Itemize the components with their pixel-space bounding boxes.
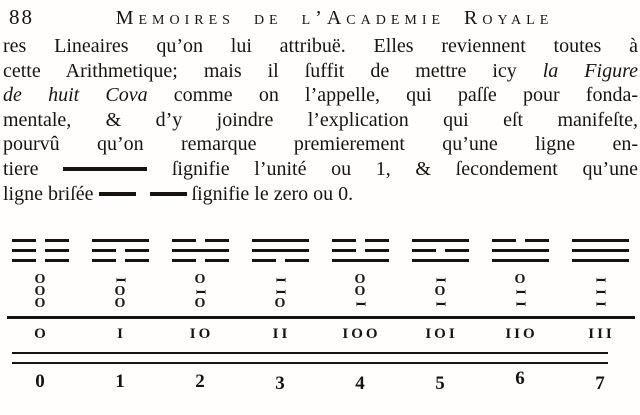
text-line-6 — [3, 157, 638, 182]
vertical-binary-digits — [512, 272, 528, 310]
text-line-4 — [3, 108, 638, 133]
text-segment: ligne briſée — [3, 182, 94, 205]
vertical-digit-zero: O — [514, 272, 526, 288]
figure-eight-cova — [0, 239, 640, 393]
decimal-number: 0 — [35, 371, 45, 393]
trigram-line-solid — [252, 239, 309, 242]
text-segment: ſignifie le zero ou 0. — [191, 182, 354, 205]
vertical-digit-zero: O — [114, 284, 126, 300]
figure-column — [480, 239, 560, 310]
binary-number: IIO — [505, 326, 538, 343]
horizontal-rule-double — [12, 352, 608, 364]
text-line-2 — [3, 59, 638, 84]
trigram — [12, 239, 69, 269]
trigram — [412, 239, 469, 269]
binary-number: IO — [189, 326, 214, 343]
vertical-digit-one: I — [192, 289, 208, 295]
vertical-digit-zero: O — [354, 284, 366, 300]
trigram-line-solid — [412, 239, 469, 242]
vertical-digit-one: I — [512, 289, 528, 295]
trigram — [92, 239, 149, 269]
trigram-line-solid — [572, 239, 629, 242]
trigram — [572, 239, 629, 269]
binary-number-row — [0, 326, 640, 343]
binary-number: III — [588, 326, 615, 343]
decimal-number: 2 — [195, 371, 205, 393]
figure-column — [560, 239, 640, 310]
horizontal-rule-single — [7, 316, 635, 319]
vertical-binary-digits — [35, 274, 46, 310]
vertical-binary-digits — [272, 274, 288, 312]
binary-number: IOO — [342, 326, 381, 343]
trigram — [172, 239, 229, 269]
vertical-digit-zero: O — [34, 284, 46, 300]
trigram-line-broken — [12, 249, 69, 252]
decimal-number: 6 — [515, 368, 525, 390]
vertical-digit-zero: O — [274, 296, 286, 312]
vertical-digit-one: I — [272, 277, 288, 283]
text-segment: cette Arithmetique; mais il ſuffit de mettre icy — [3, 59, 543, 82]
text-segment: mentale, & d’y joindre l’explication qui eſt manifeſte, — [3, 108, 638, 131]
trigram-line-broken — [332, 249, 389, 252]
trigram-line-broken — [492, 239, 549, 242]
vertical-digit-one: I — [432, 277, 448, 283]
vertical-digit-zero: O — [434, 284, 446, 300]
figure-column — [320, 239, 400, 310]
vertical-digit-zero: O — [34, 272, 46, 288]
trigram-line-broken — [92, 259, 149, 262]
vertical-digit-zero: O — [114, 296, 126, 312]
binary-number: I — [117, 326, 126, 343]
trigram-line-solid — [492, 249, 549, 252]
decimal-number: 1 — [115, 371, 125, 393]
figure-column — [0, 239, 80, 310]
decimal-number: 3 — [275, 373, 285, 395]
running-title: Memoires de l’Academie Royale — [115, 7, 554, 29]
trigram — [492, 239, 549, 269]
trigram-line-solid — [172, 249, 229, 252]
vertical-digit-zero: O — [354, 272, 366, 288]
text-line-5 — [3, 132, 638, 157]
text-segment: pourvû qu’on remarque premierement qu’une ligne en- — [3, 133, 638, 156]
text-line-3 — [3, 83, 638, 108]
vertical-digit-one: I — [592, 301, 608, 307]
inline-broken-line — [99, 192, 187, 196]
paragraph — [3, 34, 638, 206]
text-segment: comme on l’appelle, qui paſſe pour fonda- — [147, 84, 639, 107]
vertical-binary-digits — [192, 272, 208, 312]
page-header — [0, 0, 640, 30]
decimal-number: 5 — [435, 373, 445, 395]
inline-solid-line — [63, 167, 147, 171]
vertical-digit-one: I — [592, 289, 608, 295]
trigram — [332, 239, 389, 269]
text-line-7 — [3, 182, 638, 207]
trigram-line-broken — [412, 249, 469, 252]
figure-column — [160, 239, 240, 310]
vertical-digit-one: I — [272, 289, 288, 295]
binary-number: II — [272, 326, 291, 343]
text-segment: ſignifie l’unité ou 1, & ſecondement qu’une — [171, 157, 638, 180]
decimal-number: 4 — [355, 373, 365, 395]
trigram-line-solid — [572, 249, 629, 252]
trigram-line-solid — [252, 249, 309, 252]
trigram-line-broken — [252, 259, 309, 262]
trigram-line-broken — [92, 249, 149, 252]
vertical-digit-one: I — [352, 301, 368, 307]
text-segment: res Lineaires qu’on lui attribuë. Elles reviennent toutes à — [3, 35, 638, 57]
figure-column — [80, 239, 160, 310]
text-segment: tiere — [3, 157, 39, 180]
vertical-digit-zero: O — [34, 296, 46, 312]
vertical-digit-zero: O — [194, 272, 206, 288]
trigram-line-solid — [332, 259, 389, 262]
page-number: 88 — [9, 5, 34, 29]
italic-phrase: la Figure — [542, 59, 638, 82]
binary-number: O — [34, 326, 49, 343]
trigram-line-broken — [12, 239, 69, 242]
vertical-binary-digits — [432, 274, 448, 310]
trigram-line-solid — [492, 259, 549, 262]
decimal-number: 7 — [595, 373, 605, 395]
vertical-digit-one: I — [112, 277, 128, 283]
trigram-line-broken — [332, 239, 389, 242]
vertical-digit-zero: O — [194, 296, 206, 312]
vertical-binary-digits — [352, 272, 368, 310]
binary-number: IOI — [425, 326, 458, 343]
trigram-line-solid — [412, 259, 469, 262]
vertical-digit-one: I — [432, 301, 448, 307]
trigram-row — [0, 239, 640, 310]
vertical-binary-digits — [592, 274, 608, 310]
decimal-number-row — [0, 368, 640, 395]
text-line-1 — [3, 34, 638, 59]
vertical-digit-one: I — [592, 277, 608, 283]
figure-column — [240, 239, 320, 310]
vertical-binary-digits — [112, 274, 128, 312]
trigram-line-broken — [172, 239, 229, 242]
trigram — [252, 239, 309, 269]
italic-phrase: de huit Cova — [3, 84, 148, 107]
trigram-line-broken — [12, 259, 69, 262]
trigram-line-broken — [172, 259, 229, 262]
trigram-line-solid — [92, 239, 149, 242]
trigram-line-solid — [572, 259, 629, 262]
vertical-digit-one: I — [512, 301, 528, 307]
figure-column — [400, 239, 480, 310]
